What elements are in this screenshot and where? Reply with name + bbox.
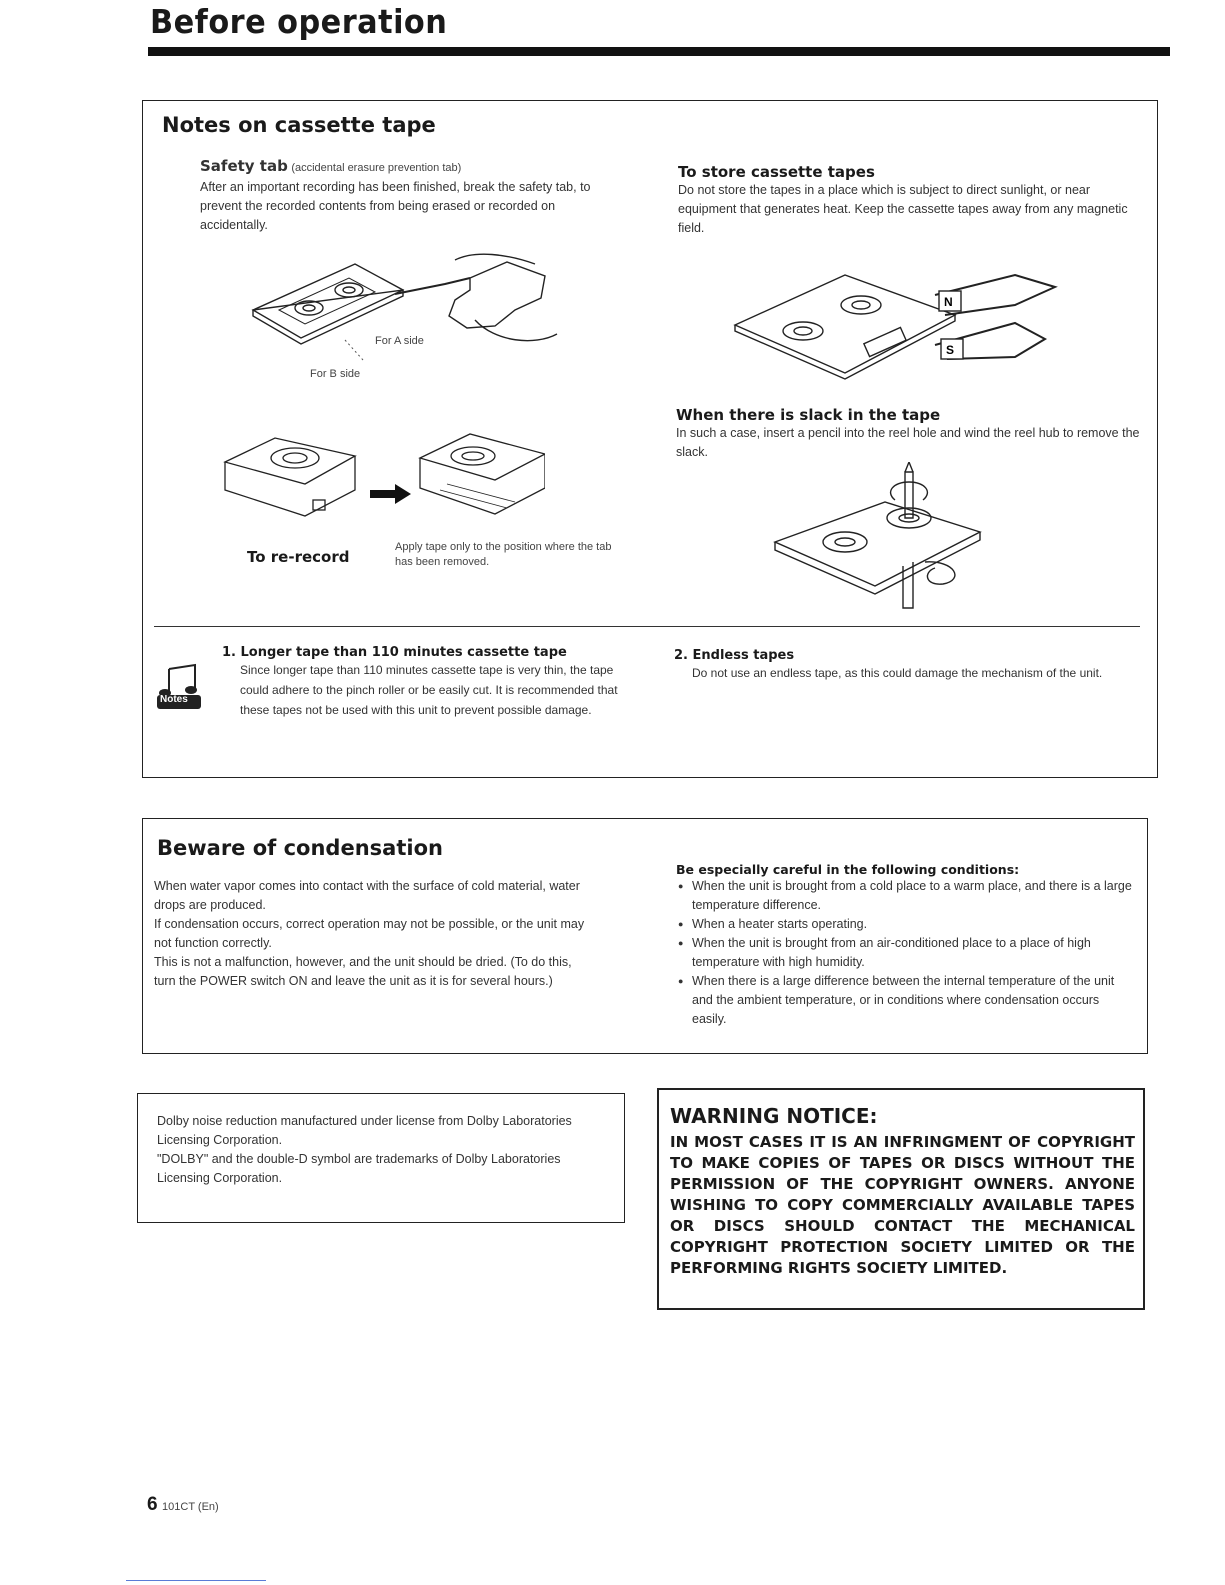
notes-divider <box>154 626 1140 627</box>
model-code: 101CT (En) <box>162 1501 219 1513</box>
title-rule <box>148 47 1170 56</box>
conditions-list <box>676 877 1136 1029</box>
notes-icon <box>155 663 205 713</box>
notes-icon-label: Notes <box>160 694 188 705</box>
label-b-side: For B side <box>310 368 361 380</box>
condition-item: ● When the unit is brought from a cold place to a warm place, and there is a large temperature difference. <box>676 877 1136 915</box>
warning-text: IN MOST CASES IT IS AN INFRINGMENT OF COPYRIGHT TO MAKE COPIES OF TAPES OR DISCS WITHOUT THE PERMISSION OF THE COPYRIGHT OWNERS. ANYONE WISHING TO COPY COMMERCIALLY AVAILABLE TAPES OR DISCS SHOULD CONTACT THE MECHANICAL COPYRIGHT PROTECTION SOCIETY LIMITED OR THE PERFORMING RIGHTS SOCIETY LIMITED. <box>670 1133 1135 1277</box>
condition-item: ● When a heater starts operating. <box>676 915 1136 934</box>
svg-text:S: S <box>946 343 955 357</box>
condensation-text-3: This is not a malfunction, however, and the unit should be dried. (To do this, turn the POWER switch ON and leave the unit as it is for several hours.) <box>154 955 572 988</box>
re-record-illustration <box>215 420 545 535</box>
dolby-line-2: "DOLBY" and the double-D symbol are trademarks of Dolby Laboratories Licensing Corporation. <box>157 1152 561 1185</box>
slack-block <box>676 406 1141 462</box>
safety-tab-subtitle: (accidental erasure prevention tab) <box>291 162 462 174</box>
safety-tab-text: After an important recording has been finished, break the safety tab, to prevent the recorded contents from being erased or recorded on accidentally. <box>200 180 591 232</box>
magnet-illustration <box>725 265 1065 385</box>
page-footer <box>147 1494 219 1516</box>
condensation-text <box>154 877 594 991</box>
page-title: Before operation <box>150 2 448 41</box>
note-1 <box>222 645 620 720</box>
label-a-side: For A side <box>375 335 424 347</box>
re-record-caption: Apply tape only to the position where the tab has been removed. <box>395 541 612 568</box>
store-block <box>678 163 1143 238</box>
slack-text: In such a case, insert a pencil into the reel hole and wind the reel hub to remove the slack. <box>676 426 1140 459</box>
store-title: To store cassette tapes <box>678 163 875 181</box>
conditions-block <box>676 862 1136 1029</box>
note-2 <box>674 648 1142 683</box>
safety-tab-illustration <box>245 250 565 390</box>
condition-item: ● When the unit is brought from an air-conditioned place to a place of high temperature with high humidity. <box>676 934 1136 972</box>
store-text: Do not store the tapes in a place which is subject to direct sunlight, or near equipment that generates heat. Keep the cassette tapes away from any magnetic field. <box>678 183 1128 235</box>
condition-item: ● When there is a large difference between the internal temperature of the unit and the ambient temperature, or in conditions where condensation occurs easily. <box>676 972 1136 1029</box>
condensation-text-2: If condensation occurs, correct operation may not be possible, or the unit may not function correctly. <box>154 917 585 950</box>
note-1-title: 1. Longer tape than 110 minutes cassette tape <box>222 645 567 660</box>
condensation-text-1: When water vapor comes into contact with the surface of cold material, water drops are produced. <box>154 879 580 912</box>
note-1-text: Since longer tape than 110 minutes cassette tape is very thin, the tape could adhere to the pinch roller or be easily cut. It is recommended that these tapes not be used with this unit to prevent possible damage. <box>240 663 618 717</box>
slack-title: When there is slack in the tape <box>676 406 941 424</box>
safety-tab-block <box>200 157 620 235</box>
pencil-rewind-illustration <box>765 462 995 612</box>
note-2-text: Do not use an endless tape, as this could damage the mechanism of the unit. <box>692 666 1103 680</box>
cassette-heading: Notes on cassette tape <box>162 113 436 137</box>
page-number: 6 <box>147 1494 158 1515</box>
footer-link-underline <box>126 1580 266 1581</box>
dolby-text <box>157 1112 612 1188</box>
svg-text:N: N <box>944 295 953 309</box>
conditions-title: Be especially careful in the following conditions: <box>676 862 1020 877</box>
warning-title: WARNING NOTICE: <box>670 1104 878 1128</box>
re-record-label: To re-record <box>247 548 350 566</box>
safety-tab-title: Safety tab <box>200 157 288 175</box>
dolby-line-1: Dolby noise reduction manufactured under license from Dolby Laboratories Licensing Corporation. <box>157 1114 572 1147</box>
note-2-title: 2. Endless tapes <box>674 648 795 663</box>
condensation-heading: Beware of condensation <box>157 836 443 860</box>
arrow-right-icon <box>370 484 411 504</box>
